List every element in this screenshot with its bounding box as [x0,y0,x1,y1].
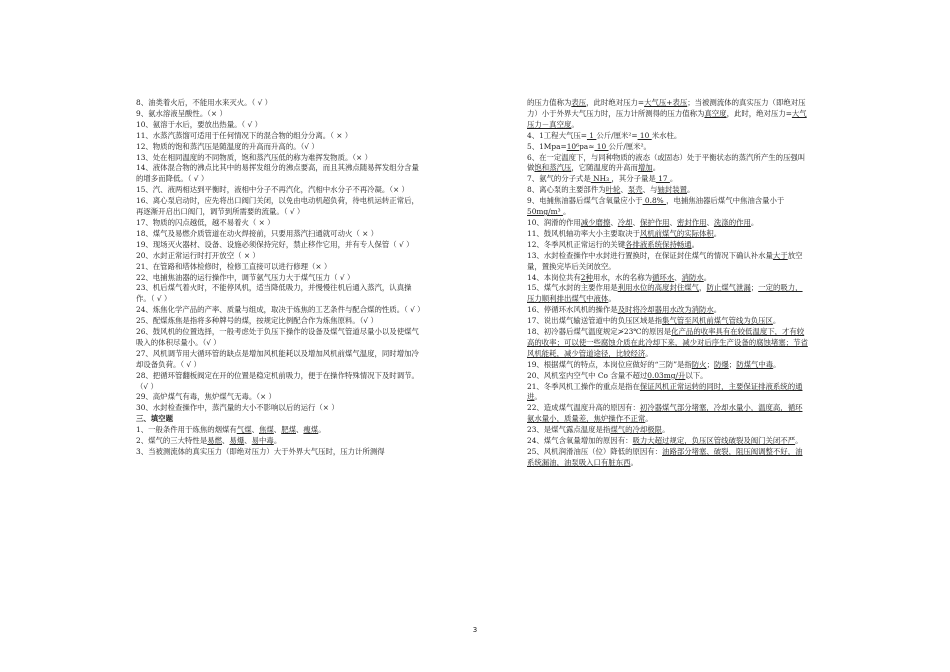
question-item [136,327,422,349]
question-text: 19、现场灭火器材、设备、设施必须保持完好，禁止移作它用，并有专人保管（ √ ） [136,239,414,249]
question-item [136,218,422,229]
question-text: 三、填空题 [136,414,173,424]
answer-text: 大于 [772,250,788,260]
answer-text: 10 [594,141,609,151]
question-text: 放空量，置换完毕后关闭放空。 [527,250,803,271]
question-item [136,283,422,305]
question-item [527,153,809,175]
answer-text: 大气压力－真空度 [527,108,807,129]
question-text: 。 [795,436,803,446]
question-text: 2、煤气的三大特性是 [136,436,208,446]
right-column [527,98,809,469]
answer-text: 减少磨擦 [580,217,611,227]
question-item [136,142,422,153]
answer-text: 利用水位的高度封住煤气 [617,283,700,293]
question-text: 。 [772,316,781,326]
question-item [527,436,809,447]
answer-text: 风机前煤气的实际体积 [639,228,714,238]
question-text: 21、冬季风机工操作的重点是指在 [527,381,640,391]
question-text: 用水，水的名称为 [592,272,652,282]
answer-text: 油路部分堵塞、破裂，阻压阀调整不好，油系统漏油，油泵吸入口有脏东西 [527,447,803,467]
question-text: 14、本岗位共有 [527,272,581,282]
question-item [527,240,809,251]
answer-text: 瘦煤 [303,425,319,435]
question-text: ，它随温度的升高而 [571,163,638,173]
question-item [527,403,809,425]
question-text: 。 [318,425,326,435]
question-item [136,163,422,185]
question-text: 5、1Mpa= [527,141,567,151]
question-text: 、 [632,217,640,227]
question-text: ，此时，绝对压力= [726,108,792,118]
answer-text: 泵壳 [627,185,643,195]
question-item [136,229,422,240]
question-item [136,251,422,262]
question-text: 公斤/厘米²。 [608,141,651,151]
question-text: 24、煤气含氧量增加的原因有： [527,436,633,446]
answer-text: 防爆 [713,359,729,369]
question-item [527,229,809,240]
answer-text: 10⁶ [566,141,580,151]
section-heading [136,414,422,425]
answer-text: 防火 [691,359,707,369]
question-text: 、与 [642,185,658,195]
question-item [136,120,422,131]
answer-text: 易燃 [207,436,223,446]
question-text: 21、在管路和塔体检修时，检修工直接可以进行修理（× ） [136,261,332,271]
question-text: 。 [773,359,781,369]
question-item [527,98,809,131]
question-text: 、 [251,425,259,435]
question-text: 16、停循环水风机的操作是 [527,305,618,315]
question-text: 、 [296,425,304,435]
answer-text: 轴封装置 [657,185,687,195]
question-text: ，其分子量是 [611,174,656,184]
question-text: ； [750,283,759,293]
answer-text: 气煤 [236,425,252,435]
question-text: 25、风机润滑油压（位）降低的原因有： [527,447,663,456]
question-item [527,305,809,316]
question-text: 9、氨水溶液呈酸性。（× ） [136,108,227,118]
answer-text: 增加 [637,163,653,173]
question-item [527,283,809,305]
question-item [136,185,422,196]
question-text: 12、冬季风机正常运行的关键 [527,239,626,249]
question-text: 。 [645,414,653,424]
question-text: 。 [713,305,722,315]
question-text: 25、配煤炼焦是指将多种牌号的煤，按规定比例配合作为炼焦原料。（√ ） [136,316,378,326]
question-item [136,349,422,371]
question-item [527,131,809,142]
question-text: 公斤/厘米²= [596,130,638,140]
question-text: 、 [674,272,682,282]
question-text: 。 [608,294,616,304]
question-text: 的压力值称为 [527,98,572,107]
answer-text: 密封作用 [676,217,707,227]
question-text: 。 [562,207,571,217]
question-text: 。 [669,174,678,184]
question-text: 20、风机室内空气中 Co 含量不超过 [527,370,648,380]
question-item [136,392,422,403]
question-text: 。 [687,185,695,195]
answer-text: 17 [655,174,670,184]
answer-text: 2种 [580,272,593,282]
answer-text: 保证风机正常运转的同时，主要保证排液系统的通进 [527,381,803,402]
question-text: pa≈ [579,141,595,151]
page-number: 3 [472,626,478,634]
answer-text: 集气管至风机前煤气管线为负压区 [662,316,773,326]
answer-text: 防止煤气泄漏 [706,283,751,293]
question-item [136,196,422,218]
question-item [136,447,422,458]
question-item [136,305,425,316]
answer-text: 化产品的收率具有在较低温度下，才有较高的收率；可以使一些腐蚀介质在此冷却下来，减少对后序生产设备的腐蚀堵塞；节省风机能耗，减少管道途径，比较经济 [527,327,808,358]
question-text: 。 [534,392,542,402]
question-text: 23、机后煤气着火时，不能停风机，适当降低吸力，并慢慢往机后通入蒸汽，认真操作。（ √ ） [136,283,412,304]
question-item [527,196,809,218]
question-text: 7、氨气的分子式是 [527,174,591,184]
question-text: 1、一般条件用于炼焦的烟煤有 [136,425,237,435]
question-item [136,425,422,436]
question-text: 、 [222,436,230,446]
question-text: 15、煤气水封的主要作用是 [527,283,618,293]
question-text: 4、1工程大气压= [527,130,587,140]
question-text: 、 [669,217,677,227]
question-item [136,109,422,120]
question-text: 13、处在相同温度的不同物质，饱和蒸汽压低的称为难挥发物质。（× ） [136,152,372,162]
question-text: 24、炼焦化学产品的产率、质量与组成，取决于炼焦的工艺条件与配合煤的性质。（ √ ） [136,305,425,315]
question-item [527,218,809,229]
question-text: 18、煤气及易燃介质管道在动火焊接前，只要用蒸汽扫通就可动火（ × ） [136,228,379,238]
question-item [527,360,809,371]
question-text: 14、液体混合物的沸点比其中的易挥发组分的沸点要高，而且其沸点随易挥发组分含量的增多而降低。（ √ ） [136,163,419,184]
answer-text: 初冷器煤气部分堵塞，冷却水量小，温度高，循环氨水量小，质量差，焦炉操作不正常 [527,403,803,424]
answer-text: 大气压+表压 [644,98,688,107]
question-text: ；当被测流体的真实压力（即绝对压力）小于外界大气压力时，压力计所测得的压力值称为 [527,98,806,118]
question-item [527,327,809,360]
question-text: ，电捕焦油器后煤气中焦油含量小于 [666,196,785,206]
answer-text: 叶轮 [605,185,621,195]
question-item [136,316,422,327]
question-item [136,131,422,142]
answer-text: 一定的吸力，压力顺利排出煤气中液体 [527,283,803,304]
question-text: 、 [244,436,252,446]
answer-text: 50mg/m³ [527,207,563,217]
question-item [136,436,422,447]
question-text: 。 [652,163,661,173]
answer-text: 0.03mg/升 [647,370,686,380]
question-text: 10、润滑的作用 [527,217,581,227]
question-item [527,142,809,153]
question-item [136,153,422,164]
answer-text: 10 [637,130,652,140]
question-text: 11、鼓风机轴功率大小主要取决于 [527,228,640,238]
question-text: 30、水封检查操作中，蒸汽量的大小不影响以后的运行（× ） [136,403,339,413]
answer-text: 0.8% [642,196,667,206]
question-text: ； [728,359,737,369]
question-item [136,273,422,284]
question-text: 18、初冷器后煤气温度规定≯23℃的原因是 [527,327,672,337]
question-item [527,273,809,284]
question-item [527,371,809,382]
left-column [136,98,425,458]
answer-text: 真空度 [704,108,727,118]
question-text: 10、氨溶于水后，要放出热量。（ √ ） [136,119,262,129]
answer-text: 焦煤 [259,425,274,435]
question-text: 22、造成煤气温度升高的原因有： [527,403,640,413]
question-text: ； [706,359,714,369]
question-text: 17、说出煤气输送管道中的负压区域是指 [527,316,663,326]
question-text: 。 [662,425,670,435]
question-text: ，此时绝对压力= [586,98,645,107]
question-text: 、 [273,425,282,435]
answer-text: 保护作用 [639,217,670,227]
question-text: 23、是煤气露点温度是指 [527,425,611,435]
question-text: 11、水蒸汽蒸馏可适用于任何情况下的混合物的组分分离。（ × ） [136,130,353,140]
question-text: 6、在一定温度下，与同种物质的液态（或固态）处于平衡状态的蒸汽所产生的压强叫做 [527,152,806,173]
question-text: 。 [750,217,759,227]
answer-text: 肥煤 [281,425,296,435]
answer-text: 易爆 [229,436,245,446]
question-item [136,98,422,109]
question-text: 27、风机调节用大循环管的缺点是增加风机能耗以及增加风机前煤气温度，同时增加冷却设备负荷。（ √ ） [136,348,419,369]
answer-text: 冷却 [617,217,633,227]
answer-text: 各排液系统保持畅通 [625,239,692,249]
answer-text: 吸力大超过规定，负压区管线破裂及阀门关闭不严 [632,436,796,446]
question-text: 26、鼓风机的位置选择，一般考虑处于负压下操作的设备及煤气管道尽量小以及使煤气吸入的体积尽量小。（√ ） [136,327,419,347]
question-text: 29、高炉煤气有毒，焦炉煤气无毒。（× ） [136,392,276,402]
question-text: 。 [691,239,700,249]
question-text: 19、根据煤气的特点，本岗位应做好的“三防”是指 [527,359,692,369]
question-item [527,382,809,404]
answer-text: 洗涤的作用 [713,217,751,227]
answer-text: NH₃ [590,174,612,184]
question-text: 以下。 [685,370,708,380]
question-text: 。 [630,457,638,467]
question-item [136,371,422,393]
question-text: 3、当被测流体的真实压力（即绝对压力）大于外界大气压时，压力计所测得 [136,447,385,456]
question-item [527,425,809,436]
answer-text: 表压 [571,98,587,107]
question-text: 。 [571,119,579,129]
answer-text: 饱和蒸汽压 [534,163,572,173]
question-text: 13、水封检查操作中水封进行置换时，在保证封住煤气的情况下确认补水量 [527,250,773,260]
question-text: 8、离心泵的主要部件为 [527,185,606,195]
question-text: ， [699,283,707,293]
question-text: 米水柱。 [651,130,682,140]
question-item [136,262,422,273]
answer-text: 防煤气中毒 [736,359,774,369]
question-text: 22、电捕焦油器的运行操作中，调节氨气压力大于煤气压力（ √ ） [136,272,355,282]
question-text: 、 [706,217,714,227]
question-text: 20、水封正常运行时打开放空（ × ） [136,250,260,260]
question-text: 17、物质的闪点越低，越不易着火（ × ） [136,217,275,227]
answer-text: 煤气的冷却极限 [610,425,663,435]
question-item [136,403,422,414]
question-item [136,240,422,251]
question-text: 。 [703,272,712,282]
answer-text: 循环水 [651,272,675,282]
question-text: 。 [645,348,653,358]
question-item [527,447,809,469]
answer-text: 消防水 [681,272,704,282]
question-item [527,251,809,273]
question-text: 、 [610,217,618,227]
question-text: 、 [620,185,628,195]
question-text: 8、油类着火后，不能用水来灭火。（ √ ） [136,98,273,107]
question-item [527,316,809,327]
question-text: 15、汽、液两相达到平衡时，液相中分子不再汽化，汽相中水分子不再冷凝。（× ） [136,185,409,195]
question-text: 12、物质的饱和蒸汽压是随温度的升高而升高的。（√ ） [136,141,319,151]
question-text: 。 [713,228,722,238]
question-text: 28、把循环管翻板阀定在开的位置是稳定机前吸力，便于在操作特殊情况下及时调节。（√ ） [136,370,419,391]
answer-text: 及时将冷却器用水改为消防水 [617,305,714,315]
answer-text: 易中毒 [251,436,274,446]
question-text: 16、离心泵启动时，应先将出口阀门关闭，以免由电动机超负荷，待电机运转正常后，再逐渐开启出口阀门，调节到所需要的流量。（ √ ） [136,196,419,217]
question-text: 9、电捕焦油器后煤气含氧量应小于 [527,196,643,206]
question-item [527,174,809,185]
question-text: 。 [273,436,282,446]
question-item [527,185,809,196]
answer-text: 1 [586,130,597,140]
